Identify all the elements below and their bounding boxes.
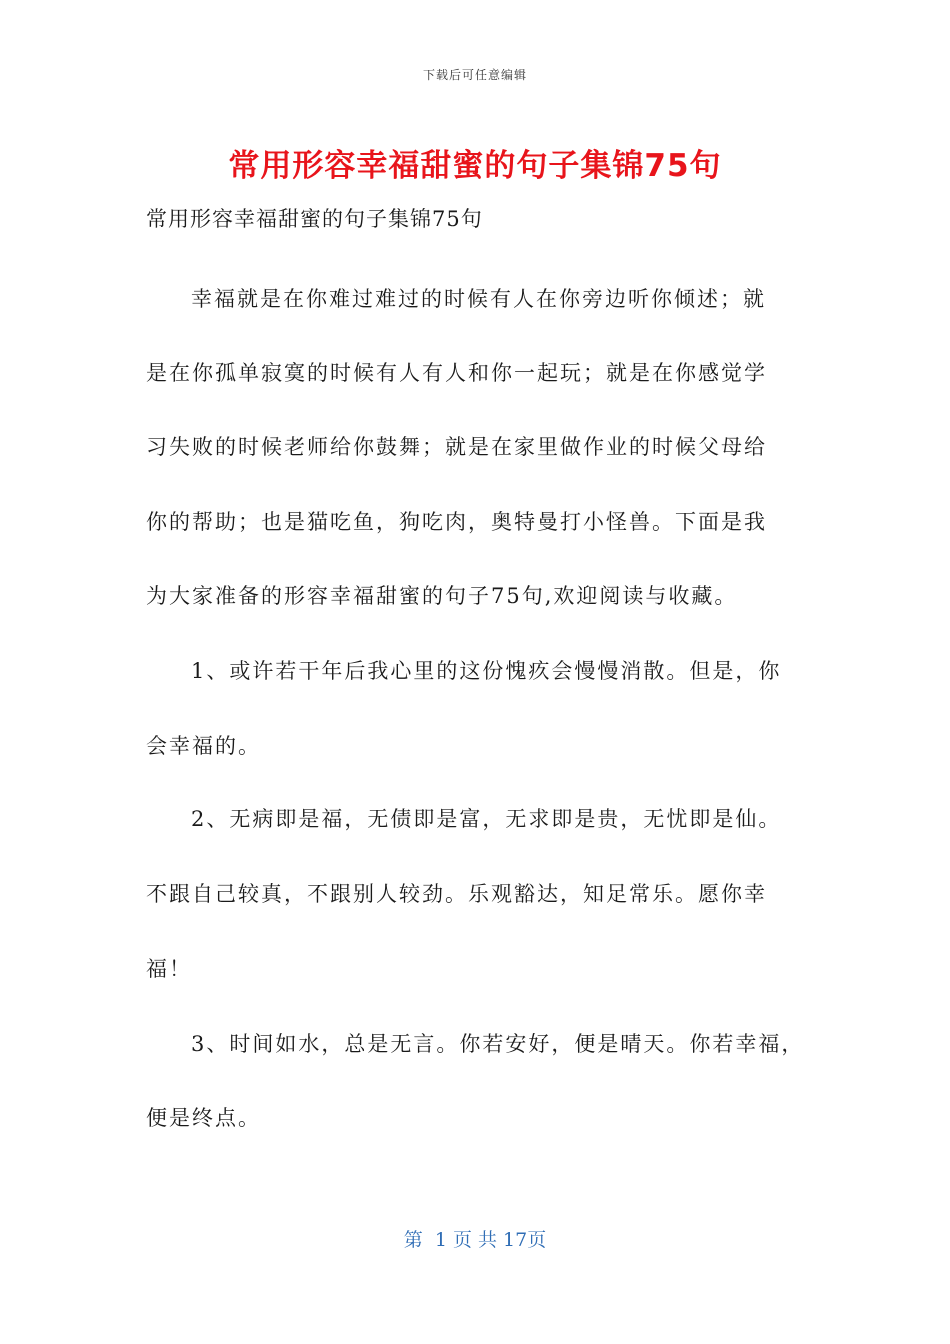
page-number: 第 1 页 共 17页 [403, 1229, 547, 1251]
list-item-line: 会幸福的。 [146, 734, 261, 758]
document-subtitle: 常用形容幸福甜蜜的句子集锦75句 [146, 207, 483, 231]
paragraph-line: 是在你孤单寂寞的时候有人有人和你一起玩；就是在你感觉学 [146, 361, 767, 385]
list-item-line: 2、无病即是福，无债即是富，无求即是贵，无忧即是仙。 [191, 807, 782, 831]
paragraph-line: 习失败的时候老师给你鼓舞；就是在家里做作业的时候父母给 [146, 435, 767, 459]
header-note: 下载后可任意编辑 [422, 68, 527, 82]
list-item-line: 3、时间如水，总是无言。你若安好，便是晴天。你若幸福， [191, 1032, 805, 1056]
list-item-line: 1、或许若干年后我心里的这份愧疚会慢慢消散。但是，你 [191, 659, 782, 683]
paragraph-line: 为大家准备的形容幸福甜蜜的句子75句,欢迎阅读与收藏。 [146, 584, 738, 608]
paragraph-line: 你的帮助；也是猫吃鱼，狗吃肉，奥特曼打小怪兽。下面是我 [146, 510, 767, 534]
list-item-line: 福！ [146, 957, 192, 981]
paragraph-line: 幸福就是在你难过难过的时候有人在你旁边听你倾述；就 [191, 287, 766, 311]
document-title: 常用形容幸福甜蜜的句子集锦75句 [228, 148, 722, 184]
list-item-line: 不跟自己较真，不跟别人较劲。乐观豁达，知足常乐。愿你幸 [146, 882, 767, 906]
list-item-line: 便是终点。 [146, 1106, 261, 1130]
